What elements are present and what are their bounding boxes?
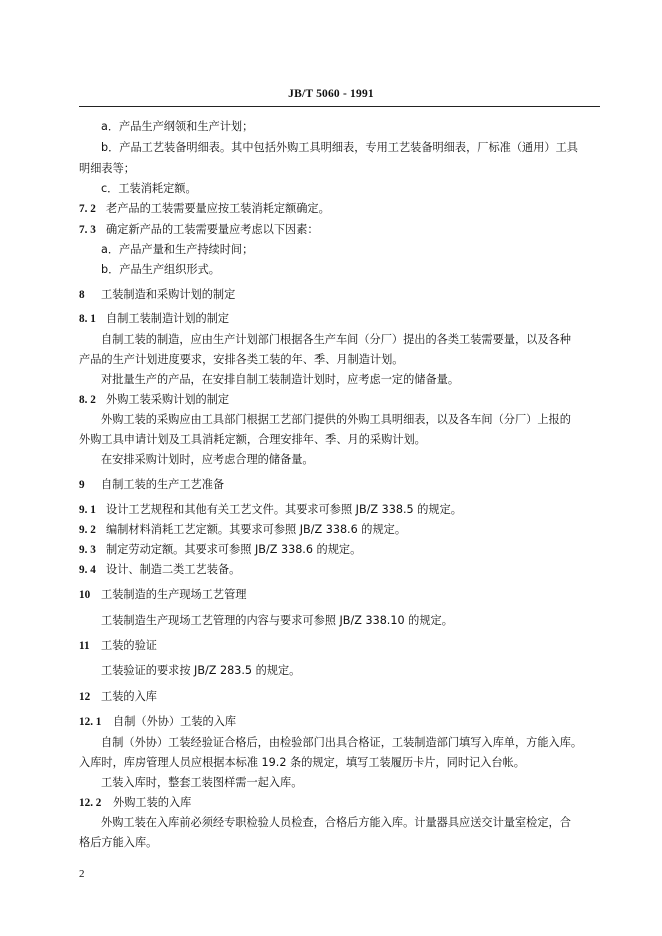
line-text: a．产品产量和生产持续时间； <box>101 243 254 256</box>
body-text-line <box>101 182 600 196</box>
body-text-line <box>79 433 600 447</box>
section-number: 12. 2 <box>79 797 102 809</box>
body-text-line <box>101 243 600 257</box>
line-text: 外购工装的采购应由工具部门根据工艺部门提供的外购工具明细表，以及各车间（分厂）上报的 <box>101 413 571 426</box>
section-line <box>79 523 600 537</box>
header-rule <box>79 106 600 107</box>
line-text: 老产品的工装需要量应按工装消耗定额确定。 <box>106 202 330 215</box>
section-number: 9 <box>79 479 85 491</box>
body-text-line <box>79 836 600 850</box>
line-text: 工装制造的生产现场工艺管理 <box>101 588 247 601</box>
body-text-line <box>101 141 600 155</box>
body-text-line <box>101 413 600 427</box>
body-text-line <box>79 162 600 176</box>
body-text-line <box>101 333 600 347</box>
section-number: 12. 1 <box>79 716 102 728</box>
section-line <box>79 588 600 602</box>
section-line <box>79 715 600 729</box>
section-line <box>79 312 600 326</box>
section-number: 10 <box>79 589 91 601</box>
section-number: 8. 2 <box>79 394 96 406</box>
body-text-line <box>79 353 600 367</box>
line-text: 入库时，库房管理人员应根据本标准 19.2 条的规定，填写工装履历卡片，同时记入台帐。 <box>79 756 525 769</box>
section-line <box>79 503 600 517</box>
line-text: a．产品生产纲领和生产计划； <box>101 120 254 133</box>
line-text: 自制（外协）工装的入库 <box>113 715 237 728</box>
line-text: 工装的验证 <box>101 639 157 652</box>
line-text: 工装制造和采购计划的制定 <box>101 288 236 301</box>
line-text: 外购工装在入库前必须经专职检验人员检查，合格后方能入库。计量器具应送交计量室检定，合 <box>101 816 571 829</box>
section-number: 9. 3 <box>79 544 96 556</box>
line-text: 工装验证的要求按 JB/Z 283.5 的规定。 <box>101 664 301 677</box>
section-number: 9. 1 <box>79 504 96 516</box>
section-line <box>79 288 600 302</box>
section-line <box>79 563 600 577</box>
line-text: 工装制造生产现场工艺管理的内容与要求可参照 JB/Z 338.10 的规定。 <box>101 614 453 627</box>
section-line <box>79 478 600 492</box>
line-text: 外购工具申请计划及工具消耗定额，合理安排年、季、月的采购计划。 <box>79 433 426 446</box>
body-text-line <box>101 736 600 750</box>
body-text-line <box>101 614 600 628</box>
section-number: 8 <box>79 289 85 301</box>
body-text-line <box>101 664 600 678</box>
line-text: b．产品工艺装备明细表。其中包括外购工具明细表，专用工艺装备明细表，厂标准（通用）工具 <box>101 141 578 154</box>
section-line <box>79 796 600 810</box>
section-number: 12 <box>79 691 91 703</box>
line-text: 自制工装的制造，应由生产计划部门根据各生产车间（分厂）提出的各类工装需要量，以及各种 <box>101 333 571 346</box>
line-text: 制定劳动定额。其要求可参照 JB/Z 338.6 的规定。 <box>106 543 362 556</box>
line-text: c．工装消耗定额。 <box>101 182 197 195</box>
section-line <box>79 393 600 407</box>
body-text-line <box>101 373 600 387</box>
body-text-line <box>101 120 600 134</box>
line-text: 确定新产品的工装需要量应考虑以下因素： <box>106 223 319 236</box>
body-text-line <box>79 756 600 770</box>
line-text: 外购工装采购计划的制定 <box>106 393 230 406</box>
body-text-line <box>101 263 600 277</box>
body-text-line <box>101 453 600 467</box>
section-line <box>79 639 600 653</box>
line-text: 设计工艺规程和其他有关工艺文件。其要求可参照 JB/Z 338.5 的规定。 <box>106 503 462 516</box>
section-number: 8. 1 <box>79 313 96 325</box>
document-header-code: JB/T 5060 - 1991 <box>288 88 374 100</box>
section-number: 9. 2 <box>79 524 96 536</box>
section-number: 7. 2 <box>79 203 96 215</box>
section-number: 7. 3 <box>79 224 96 236</box>
line-text: 自制工装制造计划的制定 <box>106 312 230 325</box>
line-text: 工装的入库 <box>101 690 157 703</box>
section-number: 9. 4 <box>79 564 96 576</box>
line-text: 外购工装的入库 <box>113 796 192 809</box>
line-text: 明细表等； <box>79 162 135 175</box>
line-text: 对批量生产的产品，在安排自制工装制造计划时，应考虑一定的储备量。 <box>101 373 460 386</box>
line-text: 产品的生产计划进度要求，安排各类工装的年、季、月制造计划。 <box>79 353 404 366</box>
line-text: 设计、制造二类工艺装备。 <box>106 563 241 576</box>
section-line <box>79 202 600 216</box>
section-line <box>79 690 600 704</box>
page-number: 2 <box>79 868 85 880</box>
line-text: 编制材料消耗工艺定额。其要求可参照 JB/Z 338.6 的规定。 <box>106 523 407 536</box>
line-text: 格后方能入库。 <box>79 836 158 849</box>
line-text: b．产品生产组织形式。 <box>101 263 220 276</box>
line-text: 自制工装的生产工艺准备 <box>101 478 225 491</box>
section-line <box>79 543 600 557</box>
section-number: 11 <box>79 640 90 652</box>
section-line <box>79 223 600 237</box>
line-text: 自制（外协）工装经验证合格后，由检验部门出具合格证，工装制造部门填写入库单，方能入库。 <box>101 736 583 749</box>
body-text-line <box>101 816 600 830</box>
body-text-line <box>101 776 600 790</box>
line-text: 在安排采购计划时，应考虑合理的储备量。 <box>101 453 314 466</box>
line-text: 工装入库时，整套工装图样需一起入库。 <box>101 776 303 789</box>
